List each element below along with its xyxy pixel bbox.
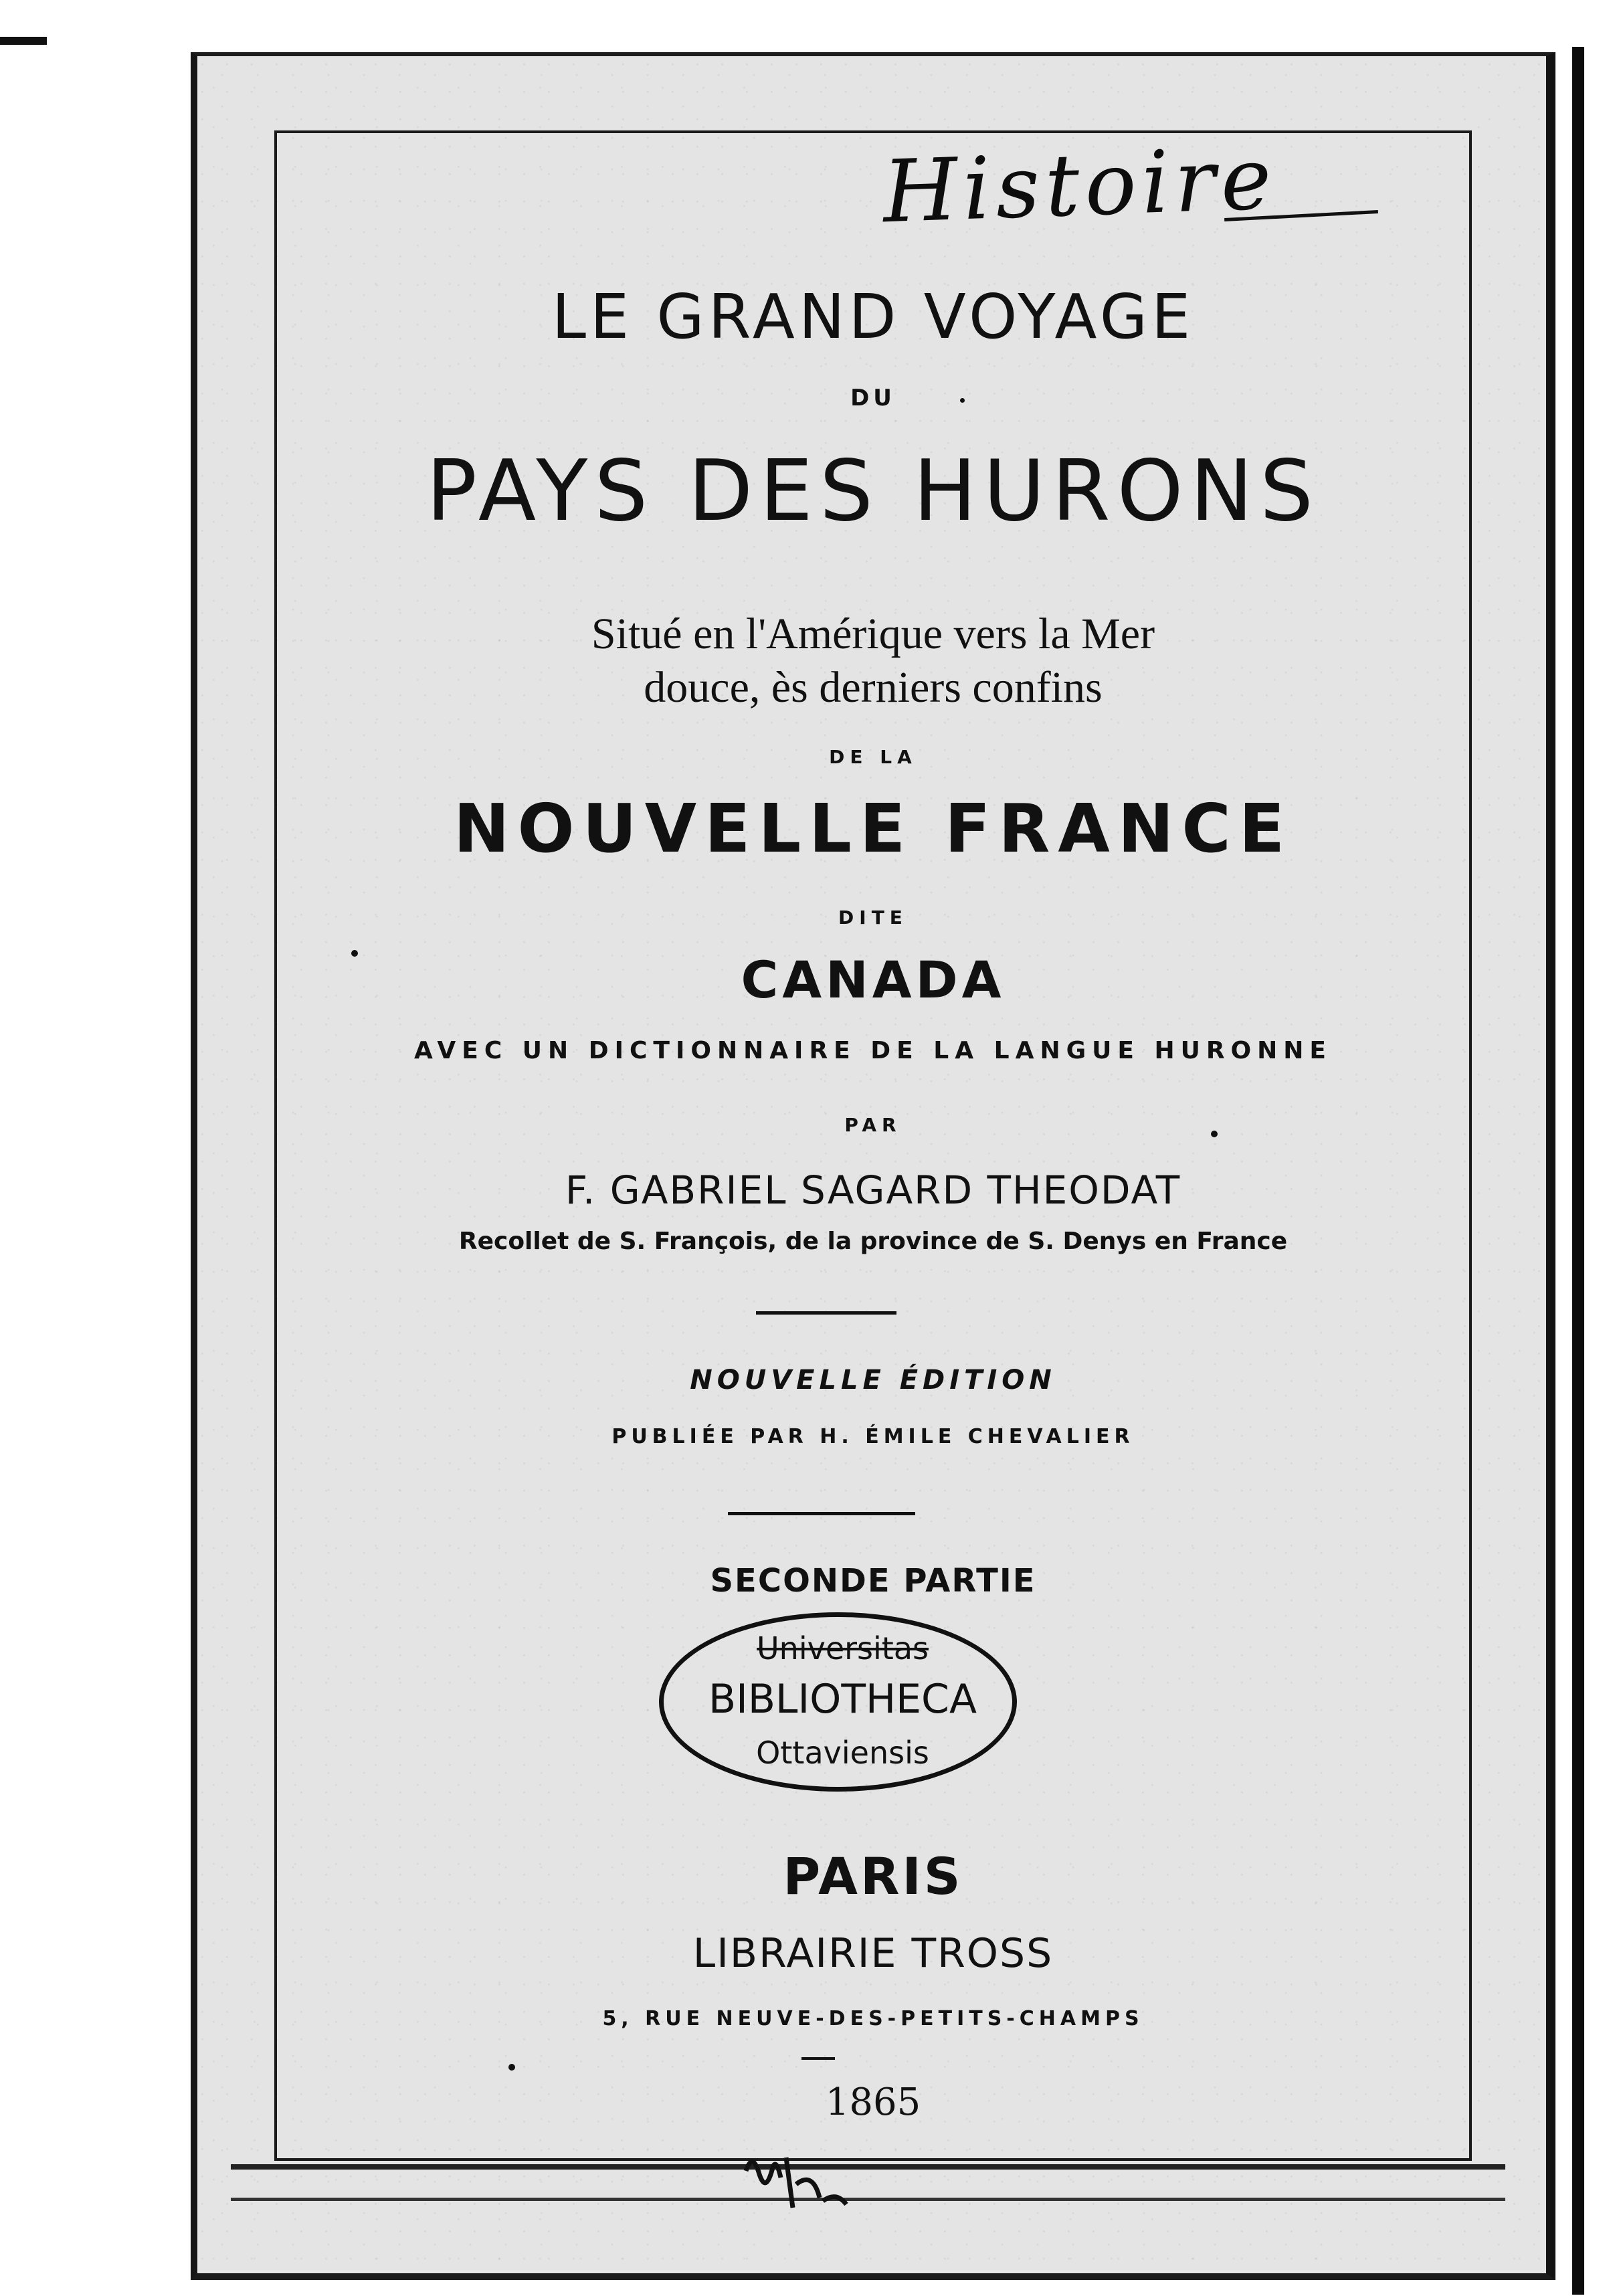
imprint-city: PARIS <box>783 1846 963 1906</box>
scan-margin-left <box>0 0 181 2296</box>
title-line-grand-voyage: LE GRAND VOYAGE <box>551 281 1195 353</box>
stamp-line-ottaviensis: Ottaviensis <box>756 1735 929 1771</box>
author-description: Recollet de S. François, de la province de S. Denys en France <box>458 1228 1288 1255</box>
title-line-de-la: DE LA <box>829 746 917 768</box>
stamp-line-universitas: Universitas <box>757 1630 929 1666</box>
page-edge-shadow <box>1572 47 1584 2295</box>
separator-rule-1 <box>756 1311 896 1315</box>
part-label: SECONDE PARTIE <box>710 1562 1036 1600</box>
scan-edge-mark <box>0 37 47 45</box>
title-line-pays-des-hurons: PAYS DES HURONS <box>426 442 1320 540</box>
frame-bottom-rule-secondary <box>231 2198 1505 2201</box>
library-stamp <box>659 1612 1017 1792</box>
stamp-line-bibliotheca: BIBLIOTHECA <box>708 1676 977 1723</box>
subtitle-line-1: Situé en l'Amérique vers la Mer <box>591 609 1155 658</box>
handwritten-annotation: Histoire <box>881 128 1278 243</box>
scan-speck <box>508 2064 515 2071</box>
scribble-mark <box>739 2144 853 2224</box>
editor-credit: PUBLIÉE PAR H. ÉMILE CHEVALIER <box>611 1425 1135 1448</box>
imprint-address: 5, RUE NEUVE-DES-PETITS-CHAMPS <box>602 2007 1144 2030</box>
title-line-du: DU <box>850 385 896 411</box>
scan-speck <box>351 950 358 957</box>
scan-speck <box>1211 1131 1218 1137</box>
imprint-year: 1865 <box>825 2081 921 2124</box>
title-line-canada: CANADA <box>741 950 1006 1010</box>
title-line-par: PAR <box>844 1114 902 1136</box>
imprint-publisher: LIBRAIRIE TROSS <box>692 1930 1054 1977</box>
edition-label: NOUVELLE ÉDITION <box>690 1365 1056 1396</box>
scan-speck <box>960 398 965 403</box>
title-line-nouvelle-france: NOUVELLE FRANCE <box>453 789 1293 868</box>
imprint-dash <box>801 2057 835 2060</box>
title-line-dictionnaire: AVEC UN DICTIONNAIRE DE LA LANGUE HURONNE <box>413 1037 1333 1064</box>
author-name: F. GABRIEL SAGARD THEODAT <box>565 1167 1181 1213</box>
subtitle-line-2: douce, ès derniers confins <box>644 663 1103 712</box>
separator-rule-2 <box>728 1512 915 1515</box>
title-line-dite: DITE <box>838 906 908 929</box>
frame-bottom-rule <box>231 2164 1505 2170</box>
